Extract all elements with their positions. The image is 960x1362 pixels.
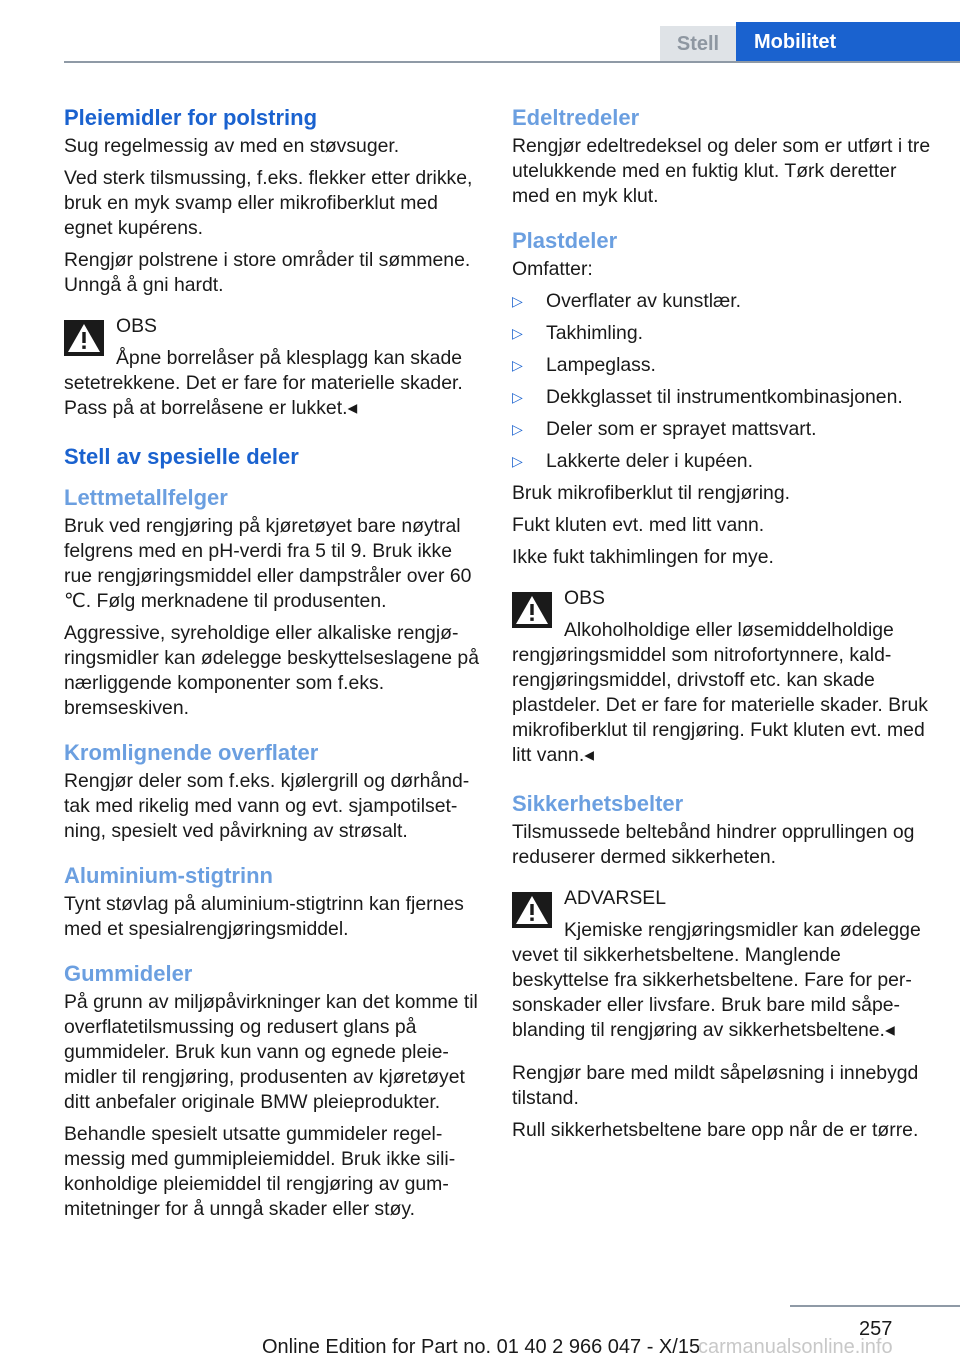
warning-triangle-icon: [64, 320, 104, 356]
tab-stell[interactable]: Stell: [660, 26, 736, 62]
edition-note: Online Edition for Part no. 01 40 2 966 047 - X/15: [262, 1336, 701, 1358]
heading-special-parts: Stell av spesielle deler: [64, 444, 299, 469]
paragraph: Rengjør edeltredeksel og deler som er utført i tre utelukkende med en fuktig klut. Tørk deretter med en myk klut.: [512, 135, 931, 207]
warning-triangle-icon: [512, 592, 552, 628]
paragraph: Rull sikkerhetsbeltene bare opp når de er tørre.: [512, 1119, 919, 1141]
heading-alloy-wheels: Lettmetallfelger: [64, 485, 228, 510]
triangle-bullet-icon: ▷: [512, 421, 523, 437]
paragraph: Bruk mikrofiberklut til rengjøring.: [512, 482, 791, 504]
paragraph: Bruk ved rengjøring på kjøretøyet bare nøytral felgrens med en pH-verdi fra 5 til 9. Bruk ikke rue rengjøringsmiddel eller dampstråler over 60 ℃. Følg merknadene til produsenten.: [64, 515, 472, 612]
paragraph: På grunn av miljøpåvirkninger kan det komme til overflatetilsmussing og redusert glans på gummideler. Bruk kun vann og egnede pleiemidler til rengjøring, produsenten av kjøretøyet ditt anbefaler originale BMW pleieprodukter.: [64, 991, 478, 1113]
paragraph: Rengjør deler som f.eks. kjølergrill og dørhåndtak med rikelig med vann og evt. sjampotilsetning, spesielt ved påvirkning av strøsalt.: [64, 770, 470, 842]
warning-box: [512, 886, 932, 1043]
warning-title: OBS: [116, 315, 157, 337]
paragraph: Ved sterk tilsmussing, f.eks. flekker etter drikke, bruk en myk svamp eller mikrofiberklut med egnet kupérens.: [64, 167, 473, 239]
paragraph: Ikke fukt takhimlingen for mye.: [512, 546, 774, 568]
footer-rule: [790, 1305, 960, 1307]
heading-wood: Edeltredeler: [512, 105, 640, 130]
warning-box: [512, 586, 932, 768]
list-item: ▷ Deler som er sprayet mattsvart.: [512, 418, 817, 440]
plastic-parts-list: [512, 289, 932, 474]
triangle-bullet-icon: ▷: [512, 325, 523, 341]
left-column: [64, 104, 484, 1229]
page-number: 257: [859, 1318, 893, 1340]
warning-title: ADVARSEL: [564, 887, 667, 909]
paragraph: Rengjør polstrene i store områder til sømmene. Unngå å gni hardt.: [64, 249, 471, 296]
warning-box: [64, 314, 484, 421]
paragraph: Omfatter:: [512, 258, 593, 280]
warning-text: Alkoholholdige eller løsemiddelholdige rengjøringsmiddel som nitrofortynnere, kaldrengjøringsmiddel, drivstoff etc. kan skade plastdeler. Det er fare for materielle skader. Bruk mikrofiberklut til rengjøring. Fukt kluten evt. med litt vann.◂: [512, 619, 929, 766]
heading-upholstery: Pleiemidler for polstring: [64, 105, 318, 130]
paragraph: Behandle spesielt utsatte gummideler regelmessig med gummipleiemiddel. Bruk ikke silikonholdige pleiemiddel til rengjøring av gummitetninger for å unngå skader eller støy.: [64, 1123, 456, 1220]
paragraph: Rengjør bare med mildt såpeløsning i innebygd tilstand.: [512, 1062, 919, 1109]
list-item: ▷ Takhimling.: [512, 322, 643, 344]
warning-text: Åpne borrelåser på klesplagg kan skade setetrekkene. Det er fare for materielle skader. Pass på at borrelåsene er lukket.◂: [64, 347, 463, 419]
list-item: ▷ Dekkglasset til instrumentkombinasjonen.: [512, 386, 903, 408]
header-rule: [64, 61, 960, 63]
paragraph: Tilsmussede beltebånd hindrer opprullingen og reduserer dermed sikkerheten.: [512, 821, 915, 868]
list-item: ▷ Lakkerte deler i kupéen.: [512, 450, 753, 472]
warning-triangle-icon: [512, 892, 552, 928]
heading-running-board: Aluminium-stigtrinn: [64, 863, 273, 888]
triangle-bullet-icon: ▷: [512, 293, 523, 309]
list-item: ▷ Overflater av kunstlær.: [512, 290, 742, 312]
triangle-bullet-icon: ▷: [512, 357, 523, 373]
paragraph: Aggressive, syreholdige eller alkaliske rengjøringsmidler kan ødelegge beskyttelseslagene på nærliggende komponenter som f.eks. bremseskiven.: [64, 622, 479, 719]
watermark: carmanualsonline.info: [698, 1336, 893, 1358]
paragraph: Sug regelmessig av med en støvsuger.: [64, 135, 400, 157]
triangle-bullet-icon: ▷: [512, 453, 523, 469]
tab-mobilitet[interactable]: Mobilitet: [736, 22, 960, 62]
right-column: [512, 104, 932, 1150]
warning-title: OBS: [564, 587, 605, 609]
paragraph: Fukt kluten evt. med litt vann.: [512, 514, 765, 536]
heading-plastic: Plastdeler: [512, 228, 618, 253]
list-item: ▷ Lampeglass.: [512, 354, 656, 376]
warning-text: Kjemiske rengjøringsmidler kan ødelegge vevet til sikkerhetsbeltene. Manglende beskyttelse fra sikkerhetsbeltene. Fare for personskader eller livsfare. Bruk bare mild såpeblanding til rengjøring av sikkerhetsbeltene.◂: [512, 919, 921, 1041]
paragraph: Tynt støvlag på aluminium-stigtrinn kan fjernes med et spesialrengjøringsmiddel.: [64, 893, 464, 940]
heading-chrome: Kromlignende overflater: [64, 740, 319, 765]
heading-seat-belts: Sikkerhetsbelter: [512, 791, 684, 816]
triangle-bullet-icon: ▷: [512, 389, 523, 405]
heading-rubber: Gummideler: [64, 961, 193, 986]
